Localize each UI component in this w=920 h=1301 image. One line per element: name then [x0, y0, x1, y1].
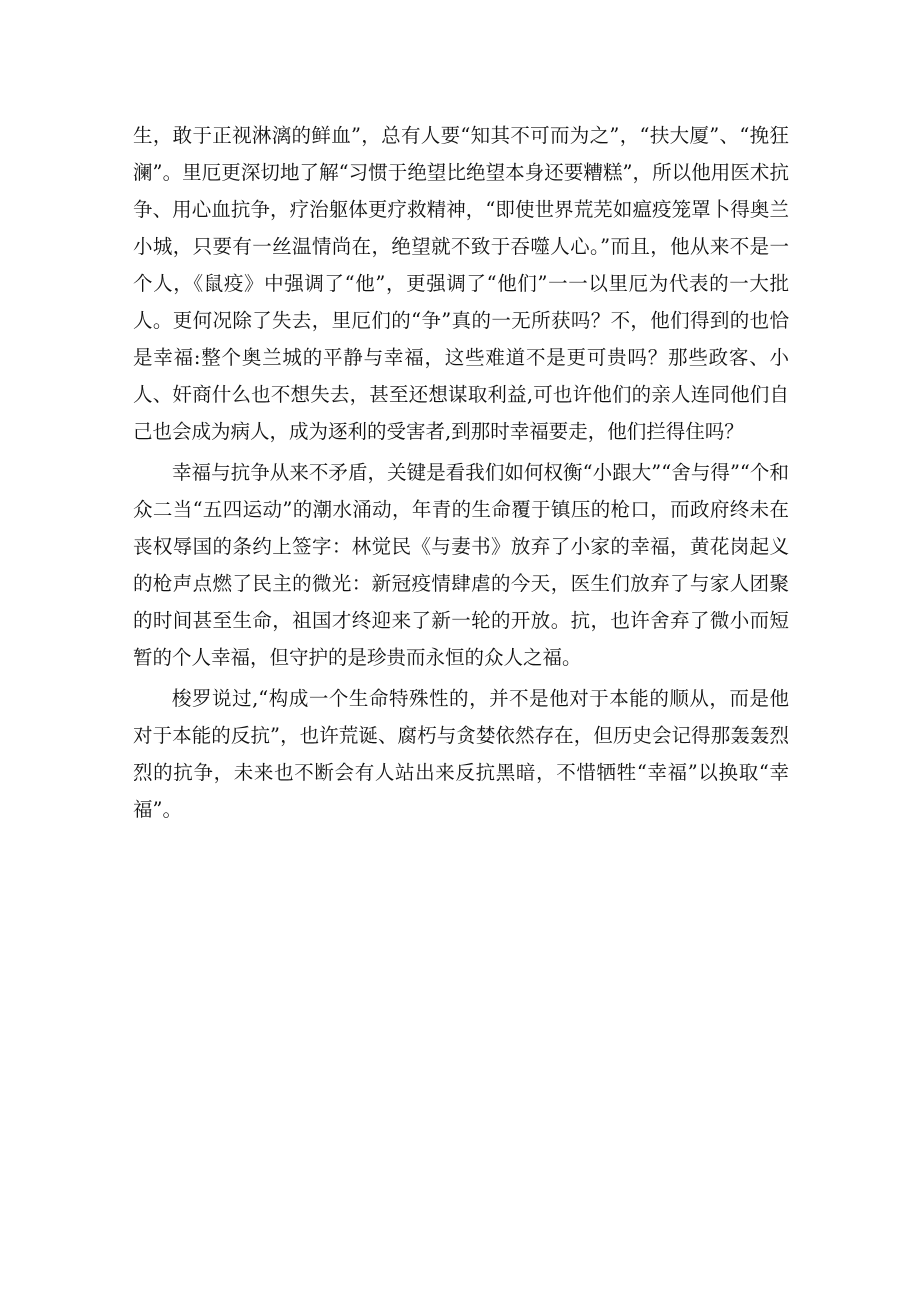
paragraph-1: 生，敢于正视淋漓的鲜血”，总有人要“知其不可而为之”，“扶大厦”、“挽狂澜”。里厄更深切地了解“习惯于绝望比绝望本身还要糟糕”，所以他用医术抗争、用心血抗争，疗治躯体更疗救精神，“即使世界荒芜如瘟疫笼罩卜得奥兰小城，只要有一丝温情尚在，绝望就不致于吞噬人心。”而且，他从来不是一个人，《鼠疫》中强调了“他”，更强调了“他们”一一以里厄为代表的一大批人。更何况除了失去，里厄们的“争”真的一无所获吗？不，他们得到的也恰是幸福:整个奥兰城的平静与幸福，这些难道不是更可贵吗？那些政客、小人、奸商什么也不想失去，甚至还想谋取利益,可也许他们的亲人连同他们自己也会成为病人，成为逐利的受害者,到那时幸福要走，他们拦得住吗？ [133, 124, 789, 443]
paragraph-2: 幸福与抗争从来不矛盾，关键是看我们如何权衡“小跟大”“舍与得”“个和众二当“五四运动”的潮水涌动，年青的生命覆于镇压的枪口，而政府终未在丧权辱国的条约上签字：林觉民《与妻书》放弃了小家的幸福，黄花岗起义的枪声点燃了民主的微光：新冠疫情肆虐的今天，医生们放弃了与家人团聚的时间甚至生命，祖国才终迎来了新一轮的开放。抗，也许舍弃了微小而短暂的个人幸福，但守护的是珍贵而永恒的众人之福。 [133, 461, 789, 669]
paragraph-3: 梭罗说过,“构成一个生命特殊性的，并不是他对于本能的顺从，而是他对于本能的反抗”，也许荒诞、腐朽与贪婪依然存在，但历史会记得那轰轰烈烈的抗争，未来也不断会有人站出来反抗黑暗，不惜牺牲“幸福”以换取“幸福”。 [133, 687, 789, 821]
document-page [133, 117, 789, 832]
